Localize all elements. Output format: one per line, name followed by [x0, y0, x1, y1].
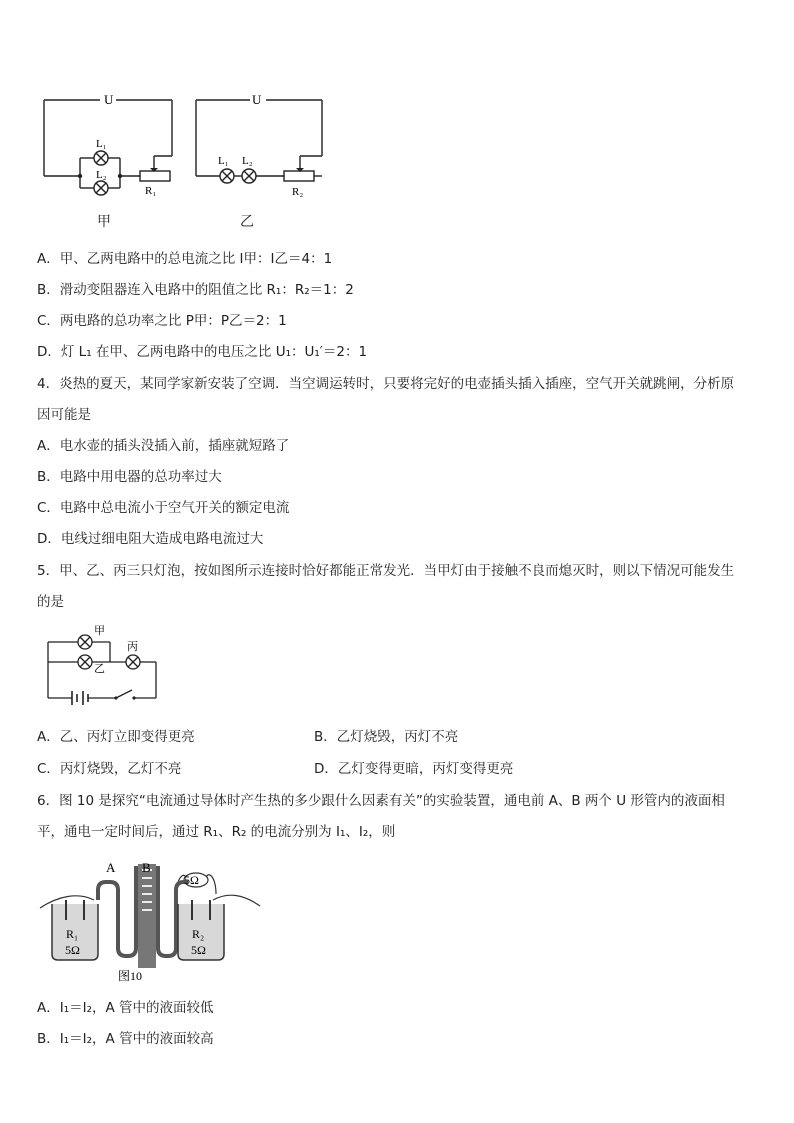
q6-r1-value: 5Ω [65, 943, 80, 957]
q6-option-a: A．I₁＝I₂，A 管中的液面较低 [37, 1000, 214, 1016]
q6-r1-label: R₁ [66, 927, 79, 941]
q5-lamp-yi-label: 乙 [94, 663, 105, 675]
figure-caption-jia: 甲 [97, 214, 111, 230]
circuit-yi-figure [188, 88, 338, 208]
q5-lamp-bing-label: 丙 [127, 641, 138, 653]
circuit-jia-figure [36, 88, 186, 208]
q4-option-b: B．电路中用电器的总功率过大 [37, 469, 222, 485]
yi-lamp2-label: L₂ [242, 155, 253, 167]
yi-lamp1-label: L₁ [218, 155, 229, 167]
q4-option-d: D．电线过细电阻大造成电路电流过大 [37, 531, 264, 547]
q6-tube-a-label: A [106, 860, 116, 875]
q4-option-a: A．电水壶的插头没插入前，插座就短路了 [37, 438, 290, 454]
jia-resistor-label: R₁ [145, 185, 157, 197]
q6-outer-resistor-label: 5Ω [184, 873, 199, 887]
q6-tube-b-label: B [142, 860, 151, 875]
q3-option-b: B．滑动变阻器连入电路中的阻值之比 R₁：R₂＝1：2 [37, 282, 354, 298]
q5-option-a: A．乙、丙灯立即变得更亮 [37, 729, 195, 745]
jia-lamp2-label: L₂ [96, 169, 107, 181]
q3-option-c: C．两电路的总功率之比 P甲：P乙＝2：1 [37, 313, 287, 329]
figure-caption-yi: 乙 [240, 214, 254, 230]
q6-experiment-figure [38, 856, 263, 986]
q6-figure-caption: 图10 [118, 969, 143, 983]
q4-stem-line1: 4．炎热的夏天，某同学家新安装了空调．当空调运转时，只要将完好的电壶插头插入插座，空气开关就跳闸，分析原 [37, 376, 735, 392]
q5-option-d: D．乙灯变得更暗，丙灯变得更亮 [314, 761, 514, 777]
jia-lamp1-label: L₁ [96, 138, 107, 150]
yi-resistor-label: R₂ [292, 186, 304, 198]
q4-option-c: C．电路中总电流小于空气开关的额定电流 [37, 500, 290, 516]
q6-stem-line1: 6．图 10 是探究“电流通过导体时产生热的多少跟什么因素有关”的实验装置，通电前 A、B 两个 U 形管内的液面相 [37, 793, 725, 809]
q6-r2-value: 5Ω [191, 943, 206, 957]
q3-option-a: A．甲、乙两电路中的总电流之比 I甲：I乙＝4：1 [37, 251, 333, 267]
q3-option-d: D．灯 L₁ 在甲、乙两电路中的电压之比 U₁：U₁′＝2：1 [37, 344, 368, 360]
q5-stem-line1: 5．甲、乙、丙三只灯泡，按如图所示连接时恰好都能正常发光．当甲灯由于接触不良而熄灭时，则以下情况可能发生 [37, 563, 735, 579]
jia-voltage-label: U [104, 92, 114, 107]
q5-option-b: B．乙灯烧毁，丙灯不亮 [314, 729, 459, 745]
q5-stem-line2: 的是 [37, 594, 64, 610]
q5-lamp-jia-label: 甲 [94, 625, 105, 637]
q5-option-c: C．丙灯烧毁，乙灯不亮 [37, 761, 182, 777]
yi-voltage-label: U [252, 92, 262, 107]
q6-stem-line2: 平，通电一定时间后，通过 R₁、R₂ 的电流分别为 I₁、I₂，则 [37, 824, 396, 840]
q6-r2-label: R₂ [192, 927, 205, 941]
q4-stem-line2: 因可能是 [37, 407, 91, 423]
q5-circuit-figure [40, 620, 170, 715]
q6-option-b: B．I₁＝I₂，A 管中的液面较高 [37, 1031, 214, 1047]
